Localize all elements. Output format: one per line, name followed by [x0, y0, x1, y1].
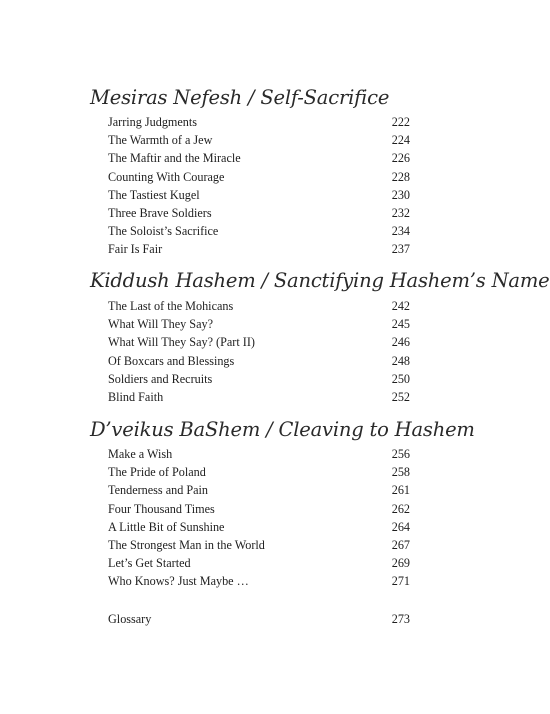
toc-entry[interactable]: [108, 465, 410, 483]
entry-page-number: 226: [391, 151, 410, 166]
toc-entry[interactable]: [108, 224, 410, 242]
entry-page-number: 262: [391, 501, 410, 516]
toc-entry-glossary[interactable]: [108, 612, 410, 630]
toc-entry[interactable]: [108, 317, 410, 335]
entry-page-number: 261: [391, 483, 410, 498]
toc-glossary: [108, 612, 410, 630]
toc-list: [108, 447, 410, 593]
toc-entry[interactable]: [108, 151, 410, 169]
section-heading: Kiddush Hashem / Sanctifying Hashem’s Name: [90, 269, 550, 292]
entry-title: The Maftir and the Miracle: [108, 151, 241, 166]
entry-title: The Tastiest Kugel: [108, 187, 200, 202]
entry-title: The Strongest Man in the World: [108, 537, 265, 552]
section-heading: Mesiras Nefesh / Self-Sacrifice: [90, 86, 390, 109]
entry-page-number: 237: [391, 242, 410, 257]
entry-page-number: 252: [391, 389, 410, 404]
toc-entry[interactable]: [108, 538, 410, 556]
entry-title: What Will They Say?: [108, 317, 213, 332]
entry-page-number: 264: [391, 519, 410, 534]
toc-entry[interactable]: [108, 372, 410, 390]
toc-entry[interactable]: [108, 390, 410, 408]
entry-page-number: 224: [391, 133, 410, 148]
toc-entry[interactable]: [108, 242, 410, 260]
entry-page-number: 248: [391, 353, 410, 368]
toc-entry[interactable]: [108, 299, 410, 317]
toc-entry[interactable]: [108, 354, 410, 372]
entry-title: What Will They Say? (Part II): [108, 335, 255, 350]
entry-page-number: 242: [391, 299, 410, 313]
toc-list: [108, 115, 410, 261]
entry-title: Who Knows? Just Maybe …: [108, 574, 249, 589]
entry-page-number: 258: [391, 465, 410, 480]
toc-entry[interactable]: [108, 483, 410, 501]
toc-entry[interactable]: [108, 188, 410, 206]
entry-page-number: 228: [391, 169, 410, 184]
toc-entry[interactable]: [108, 520, 410, 538]
entry-title: A Little Bit of Sunshine: [108, 519, 225, 534]
entry-page-number: 232: [391, 205, 410, 220]
entry-title: Jarring Judgments: [108, 115, 198, 129]
entry-title: The Pride of Poland: [108, 465, 206, 480]
toc-entry[interactable]: [108, 115, 410, 133]
toc-entry[interactable]: [108, 574, 410, 592]
toc-entry[interactable]: [108, 170, 410, 188]
entry-title: Fair Is Fair: [108, 242, 163, 257]
entry-title: The Soloist’s Sacrifice: [108, 224, 219, 239]
entry-title: Four Thousand Times: [108, 501, 215, 516]
entry-title: Tenderness and Pain: [108, 483, 209, 498]
entry-page-number: 271: [391, 574, 410, 589]
toc-list: [108, 299, 410, 408]
entry-page-number: 256: [391, 447, 410, 461]
toc-entry[interactable]: [108, 335, 410, 353]
entry-page-number: 246: [391, 335, 410, 350]
section-heading: D’veikus BaShem / Cleaving to Hashem: [90, 418, 475, 441]
entry-title: Let’s Get Started: [108, 556, 191, 571]
entry-page-number: 222: [391, 115, 410, 129]
entry-title: The Last of the Mohicans: [108, 299, 234, 313]
entry-title: Three Brave Soldiers: [108, 205, 212, 220]
toc-entry[interactable]: [108, 447, 410, 465]
entry-page-number: 273: [391, 612, 410, 626]
entry-page-number: 230: [391, 187, 410, 202]
entry-page-number: 234: [391, 224, 410, 239]
entry-page-number: 269: [391, 556, 410, 571]
entry-title: Of Boxcars and Blessings: [108, 353, 235, 368]
toc-entry[interactable]: [108, 556, 410, 574]
entry-title: Soldiers and Recruits: [108, 371, 213, 386]
toc-entry[interactable]: [108, 502, 410, 520]
entry-title: Glossary: [108, 612, 152, 626]
toc-entry[interactable]: [108, 206, 410, 224]
entry-page-number: 245: [391, 317, 410, 332]
entry-page-number: 267: [391, 537, 410, 552]
entry-title: Make a Wish: [108, 447, 173, 461]
entry-title: The Warmth of a Jew: [108, 133, 213, 148]
toc-entry[interactable]: [108, 133, 410, 151]
entry-title: Counting With Courage: [108, 169, 225, 184]
entry-title: Blind Faith: [108, 389, 164, 404]
entry-page-number: 250: [391, 371, 410, 386]
